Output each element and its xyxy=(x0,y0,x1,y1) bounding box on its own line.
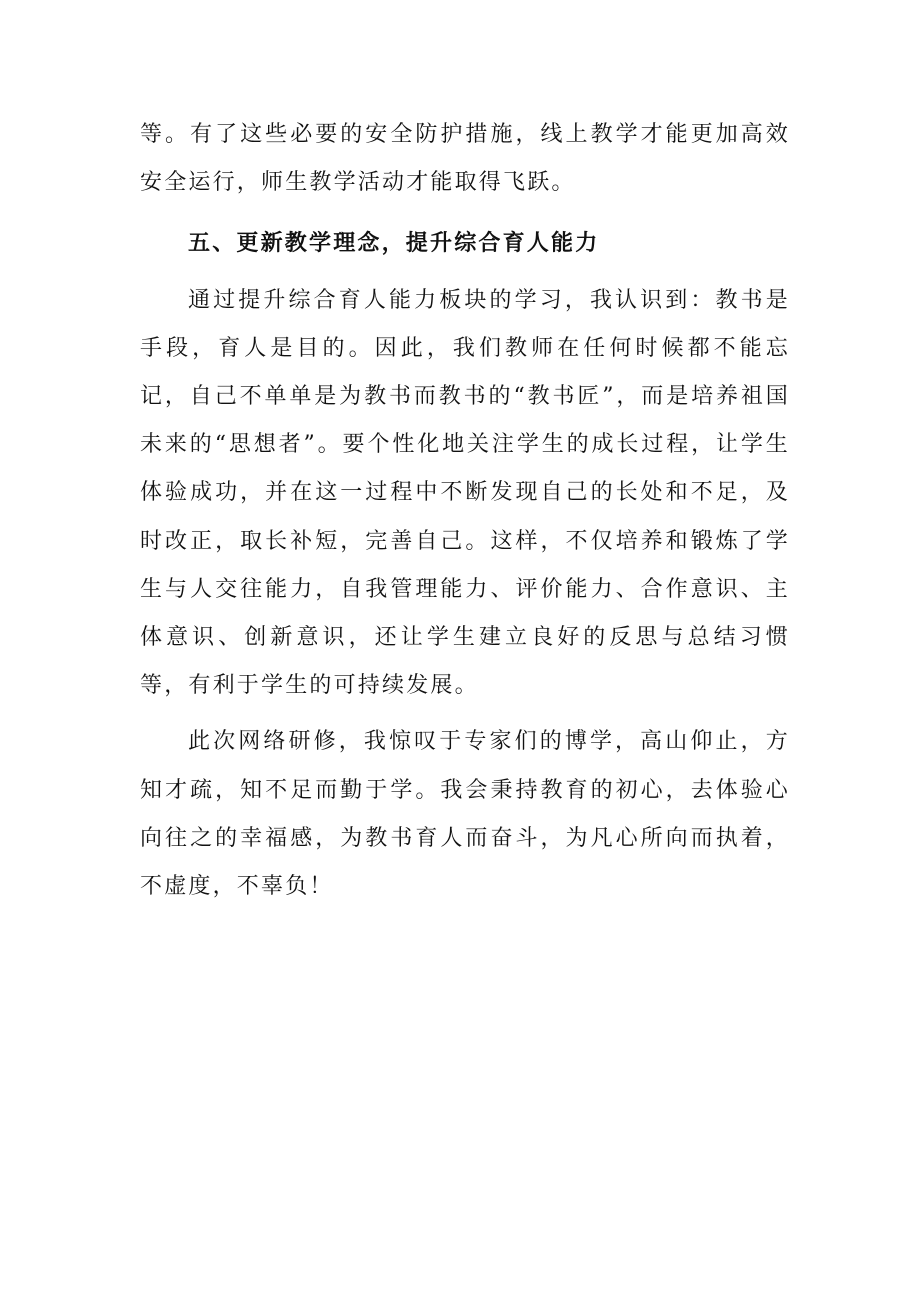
paragraph-continuation: 等。有了这些必要的安全防护措施，线上教学才能更加高效安全运行，师生教学活动才能取得飞跃。 xyxy=(140,122,790,196)
section-heading: 五、更新教学理念，提升综合育人能力 xyxy=(188,231,600,257)
paragraph-learning: 通过提升综合育人能力板块的学习，我认识到：教书是手段，育人是目的。因此，我们教师在任何时候都不能忘记，自己不单单是为教书而教书的“教书匠”，而是培养祖国未来的“思想者”。要个性化地关注学生的成长过程，让学生体验成功，并在这一过程中不断发现自己的长处和不足，及时改正，取长补短，完善自己。这样，不仅培养和锻炼了学生与人交往能力，自我管理能力、评价能力、合作意识、主体意识、创新意识，还让学生建立良好的反思与总结习惯等，有利于学生的可持续发展。 xyxy=(140,287,790,699)
paragraph-gap xyxy=(140,710,790,718)
paragraph-conclusion: 此次网络研修，我惊叹于专家们的博学，高山仰止，方知才疏，知不足而勤于学。我会秉持教育的初心，去体验心向往之的幸福感，为教书育人而奋斗，为凡心所向而执着，不虚度，不辜负！ xyxy=(140,729,790,900)
document-page xyxy=(140,111,790,911)
